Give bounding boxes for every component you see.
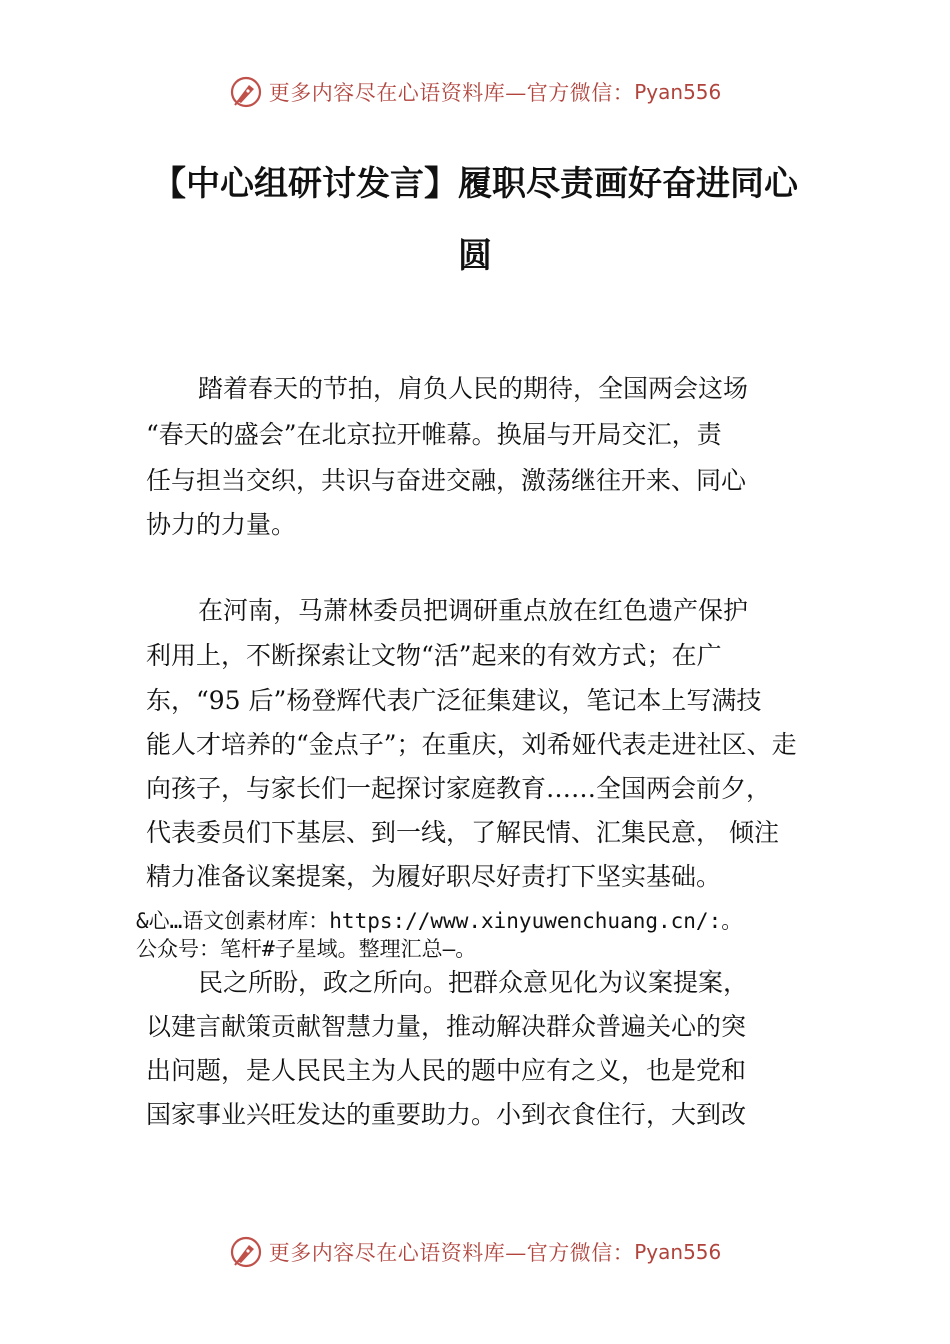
- pen-nib-logo-icon: [229, 75, 263, 109]
- header-banner: [0, 70, 950, 114]
- paragraph-1-line: 协力的力量。: [146, 510, 297, 539]
- paragraph-3-line: 国家事业兴旺发达的重要助力。小到衣食住行，大到改: [146, 1100, 747, 1129]
- paragraph-3-line: 出问题，是人民民主为人民的题中应有之义，也是党和: [146, 1056, 747, 1085]
- document-title-line-1: 【中心组研讨发言】履职尽责画好奋进同心: [152, 164, 798, 204]
- banner-text: 更多内容尽在心语资料库—官方微信：: [268, 81, 635, 105]
- paragraph-2-line: 代表委员们下基层、到一线，了解民情、汇集民意， 倾注: [146, 818, 779, 847]
- source-note-line: 公众号：笔杆#子星域。整理汇总—。: [136, 937, 477, 961]
- banner-text: 更多内容尽在心语资料库—官方微信：: [268, 1241, 635, 1265]
- paragraph-2-line: 东，“95 后”杨登辉代表广泛征集建议，笔记本上写满技: [146, 686, 762, 715]
- banner-wechat-id: Pyan556: [634, 1240, 722, 1264]
- source-note-line: &心…语文创素材库：https://www.xinyuwenchuang.cn/:。: [136, 909, 743, 933]
- pen-nib-logo-icon: [229, 1235, 263, 1269]
- paragraph-1-line: 踏着春天的节拍，肩负人民的期待，全国两会这场: [198, 374, 749, 403]
- paragraph-3-line: 以建言献策贡献智慧力量，推动解决群众普遍关心的突: [146, 1012, 747, 1041]
- paragraph-3-line: 民之所盼，政之所向。把群众意见化为议案提案，: [198, 968, 749, 997]
- paragraph-2-line: 精力准备议案提案，为履好职尽好责打下坚实基础。: [146, 862, 722, 891]
- paragraph-2-line: 利用上，不断探索让文物“活”起来的有效方式；在广: [146, 641, 722, 670]
- paragraph-1-line: “春天的盛会”在北京拉开帷幕。换届与开局交汇，责: [146, 420, 722, 449]
- paragraph-2-line: 向孩子，与家长们一起探讨家庭教育……全国两会前夕，: [146, 774, 772, 803]
- paragraph-2-line: 在河南，马萧林委员把调研重点放在红色遗产保护: [198, 596, 749, 625]
- paragraph-1-line: 任与担当交织，共识与奋进交融，激荡继往开来、同心: [146, 466, 747, 495]
- paragraph-2-line: 能人才培养的“金点子”；在重庆，刘希娅代表走进社区、走: [146, 730, 797, 759]
- banner-wechat-id: Pyan556: [634, 80, 722, 104]
- document-title-line-2: 圆: [458, 236, 492, 276]
- footer-banner: [0, 1230, 950, 1274]
